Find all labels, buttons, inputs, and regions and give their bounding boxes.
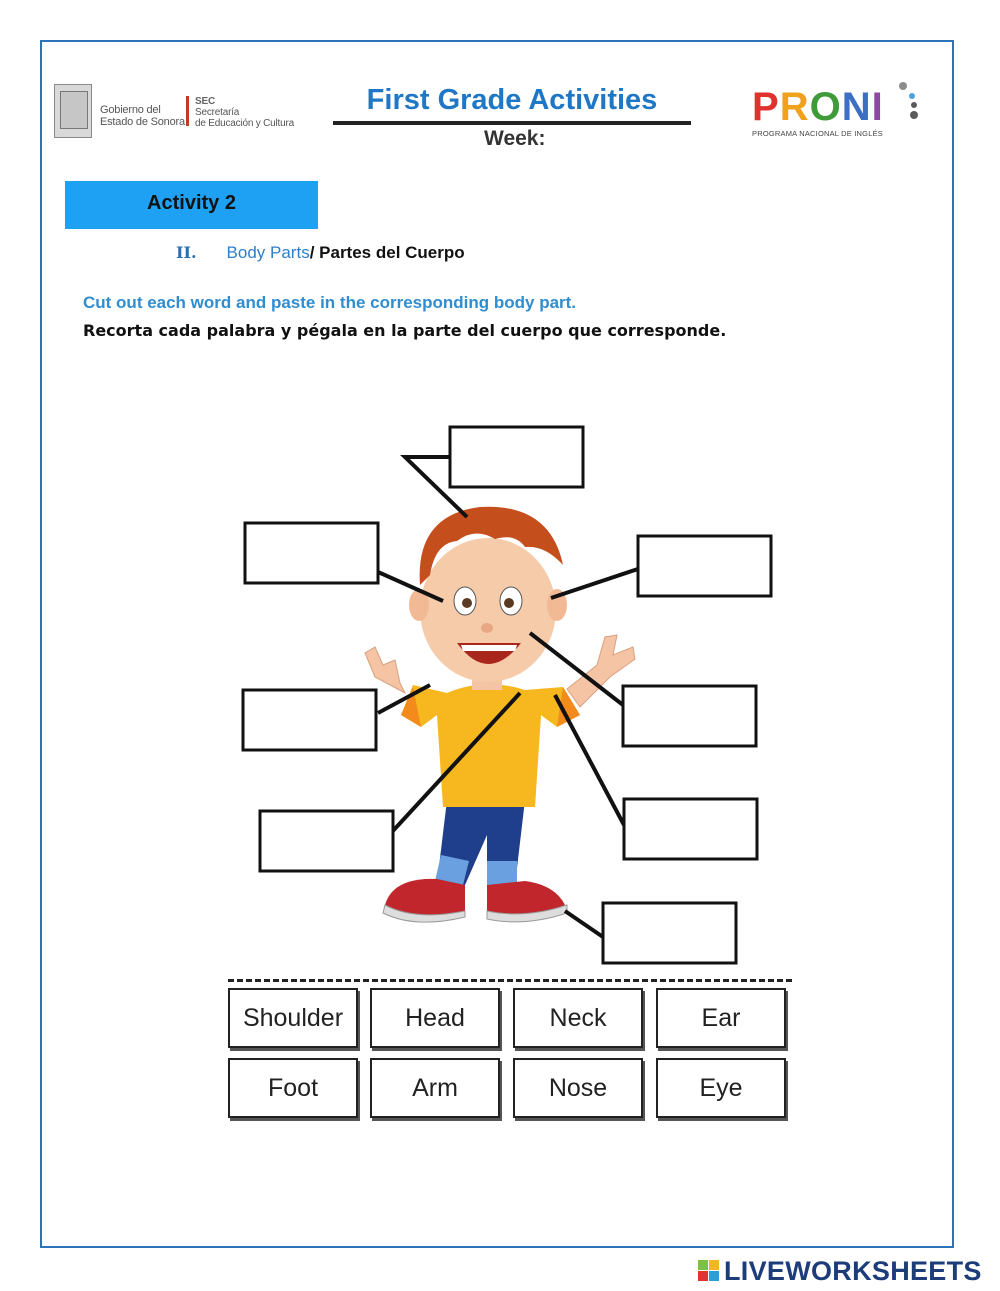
activity-label: Activity 2 [147,192,236,214]
word-card-head[interactable]: Head [370,988,500,1048]
answer-box-neck[interactable] [260,811,393,871]
body-parts-figure [225,415,795,975]
week-label: Week: [484,127,546,150]
cut-line [228,979,792,982]
liveworksheets-brand[interactable] [698,1256,982,1286]
answer-box-foot[interactable] [603,903,736,963]
word-card-eye[interactable]: Eye [656,1058,786,1118]
section-heading [176,243,465,263]
answer-box-head[interactable] [450,427,583,487]
proni-subtitle: PROGRAMA NACIONAL DE INGLÉS [752,129,883,138]
proni-logo [752,80,927,144]
page-title: First Grade Activities [366,84,658,116]
answer-box-ear[interactable] [245,523,378,583]
activity-banner [65,181,318,229]
government-logo [54,84,304,140]
word-card-ear[interactable]: Ear [656,988,786,1048]
instruction-spanish: Recorta cada palabra y pégala en la parte del cuerpo que corresponde. [83,321,727,340]
answer-box-shoulder[interactable] [624,799,757,859]
sec-divider [186,96,189,126]
instruction-english: Cut out each word and paste in the corresponding body part. [83,293,577,312]
word-card-neck[interactable]: Neck [513,988,643,1048]
section-number: II. [176,243,197,262]
answer-box-arm[interactable] [243,690,376,750]
proni-wordmark: PRONI [752,85,884,129]
liveworksheets-wordmark: LIVEWORKSHEETS [724,1255,982,1286]
word-card-nose[interactable]: Nose [513,1058,643,1118]
answer-box-eye[interactable] [638,536,771,596]
word-card-arm[interactable]: Arm [370,1058,500,1118]
sec-text: SEC Secretaría de Educación y Cultura [195,96,294,129]
gov-name: Gobierno del Estado de Sonora [100,104,185,128]
answer-box-nose[interactable] [623,686,756,746]
word-card-foot[interactable]: Foot [228,1058,358,1118]
proni-dots-icon [894,80,924,120]
state-seal-icon [54,84,92,138]
section-title-es: / Partes del Cuerpo [309,243,465,262]
title-underline [333,121,691,125]
word-card-shoulder[interactable]: Shoulder [228,988,358,1048]
section-title-en: Body Parts [226,243,310,262]
liveworksheets-logo-icon [698,1260,720,1282]
